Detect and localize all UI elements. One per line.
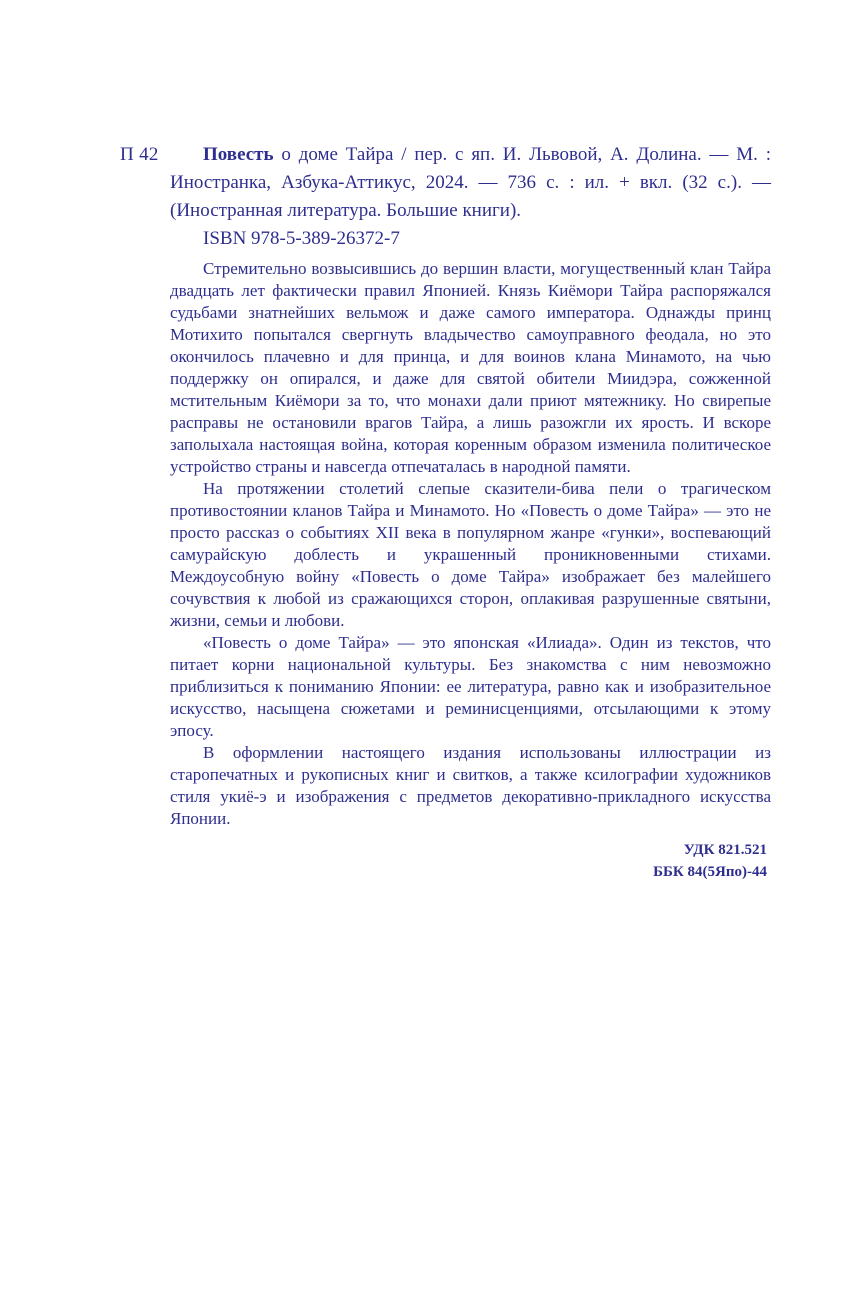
record-title: Повесть <box>203 144 274 165</box>
bbk-code: ББК 84(5Япо)-44 <box>653 864 767 880</box>
annotation-paragraph-3: «Повесть о доме Тайра» — это японская «Илиада». Один из текстов, что питает корни национальной культуры. Без знакомства с ним невозможно приблизиться к пониманию Японии: ее литература, равно как и изобразительное искусство, насыщена сюжетами и реминисценциями, отсылающими к этому эпосу. <box>170 633 771 740</box>
annotation <box>170 258 771 830</box>
author-sign-code: П 42 <box>120 144 159 165</box>
classification-codes <box>170 839 771 883</box>
isbn-line: ISBN 978-5-389-26372-7 <box>203 228 400 249</box>
udk-code: УДК 821.521 <box>683 842 767 858</box>
bibliographic-record <box>170 141 771 225</box>
record-description: о доме Тайра / пер. с яп. И. Львовой, А. Долина. — М. : Иностранка, Азбука-Аттикус, 2024. — 736 с. : ил. + вкл. (32 с.). — (Иностранная литература. Большие книги). <box>170 144 771 221</box>
annotation-paragraph-4: В оформлении настоящего издания использованы иллюстрации из старопечатных и рукописных книг и свитков, а также ксилографии художников стиля укиё-э и изображения с предметов декоративно-прикладного искусства Японии. <box>170 743 771 828</box>
text-block <box>120 141 771 883</box>
annotation-paragraph-1: Стремительно возвысившись до вершин власти, могущественный клан Тайра двадцать лет фактически правил Японией. Князь Киёмори Тайра распоряжался судьбами знатнейших вельмож и даже самого императора. Однажды принц Мотихито попытался свергнуть владычество самоуправного феодала, но это окончилось плачевно и для принца, и для воинов клана Минамото, на чью поддержку он опирался, и даже для святой обители Миидэра, сожженной мстительным Киёмори за то, что монахи дали приют мятежнику. Но свирепые расправы не остановили врагов Тайра, а лишь разожгли их ярость. И вскоре заполыхала настоящая война, которая коренным образом изменила политическое устройство страны и навсегда отпечаталась в народной памяти. <box>170 259 771 476</box>
annotation-paragraph-2: На протяжении столетий слепые сказители-бива пели о трагическом противостоянии кланов Тайра и Минамото. Но «Повесть о доме Тайра» — это не просто рассказ о событиях XII века в популярном жанре «гунки», воспевающий самурайскую доблесть и украшенный проникновенными стихами. Междоусобную войну «Повесть о доме Тайра» изображает без малейшего сочувствия к любой из сражающихся сторон, оплакивая разрушенные святыни, жизни, семьи и любови. <box>170 479 771 630</box>
bibliographic-record-block <box>120 141 771 253</box>
